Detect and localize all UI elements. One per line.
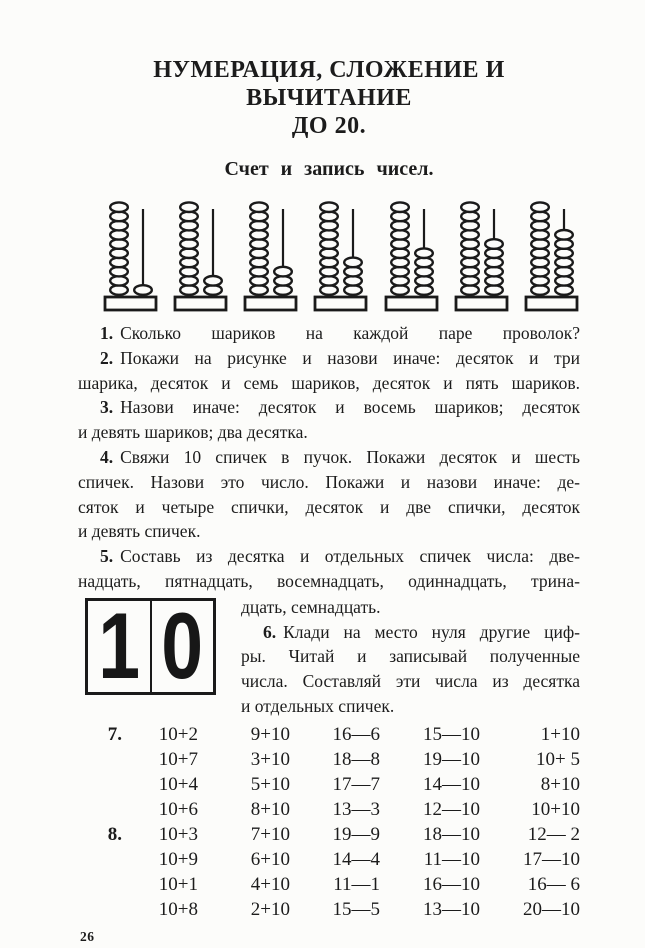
exercise-4-line <box>78 445 580 470</box>
exercise-text-line <box>78 569 580 594</box>
exercise-line-text: спичек. Назови это число. Покажи и назови иначе: де- <box>78 471 580 492</box>
exercise-line-text: надцать, пятнадцать, восемнадцать, одиннадцать, трина- <box>78 570 580 591</box>
exercises-block1 <box>78 321 580 594</box>
problem-cell: 15—5 <box>332 898 380 920</box>
exercise-text-line <box>78 470 580 495</box>
abacus-icon <box>523 201 580 312</box>
problem-cell: 15—10 <box>423 723 480 745</box>
problem-cell: 10+8 <box>158 898 198 920</box>
problem-cell: 10+10 <box>531 798 580 820</box>
wrap-section <box>78 595 580 719</box>
number-card-digit-ones <box>152 601 214 692</box>
abacus-4 <box>312 201 369 312</box>
exercise-line-text: шарика, десяток и семь шариков, десяток и пять шариков. <box>78 372 580 393</box>
exercise-text-line <box>241 595 580 620</box>
problem-cell: 11—10 <box>423 848 480 870</box>
abacus-5 <box>383 201 440 312</box>
exercise-5-line <box>78 544 580 569</box>
number-card-digit-tens <box>88 601 152 692</box>
exercise-number: 2. <box>100 347 114 368</box>
exercise-line-text: Покажи на рисунке и назови иначе: десяток и три <box>120 347 580 368</box>
problem-set-number-spacer <box>78 897 122 922</box>
abacus-icon <box>312 201 369 312</box>
exercise-line-text: и девять спичек. <box>78 521 201 542</box>
exercise-line-text: Клади на место нуля другие циф- <box>283 621 580 642</box>
problem-cell: 10+1 <box>158 873 198 895</box>
problem-cell: 16— 6 <box>527 873 580 895</box>
problem-set-1 <box>78 722 580 822</box>
exercise-number: 6. <box>263 621 277 642</box>
exercise-line-text: числа. Составляй эти числа из десятка <box>241 671 580 692</box>
problem-cell: 20—10 <box>523 898 580 920</box>
problem-set-2 <box>78 822 580 922</box>
problem-set-number: 7. <box>107 723 122 745</box>
abacus-6 <box>453 201 510 312</box>
abacus-icon <box>172 201 229 312</box>
problem-cell: 19—10 <box>423 748 480 770</box>
exercise-text-line <box>241 669 580 694</box>
problem-cell: 10+ 5 <box>536 748 580 770</box>
problem-cell: 10+6 <box>158 798 198 820</box>
exercise-2-line <box>78 346 580 371</box>
problem-cell: 11—1 <box>333 873 380 895</box>
problem-cell: 10+9 <box>158 848 198 870</box>
exercise-number: 1. <box>100 323 114 343</box>
problem-cell: 5+10 <box>250 773 290 795</box>
problem-cell: 18—10 <box>423 823 480 845</box>
problem-set-number-spacer <box>78 847 122 872</box>
section-title: Счет и запись чисел. <box>224 158 434 180</box>
exercise-text-line <box>78 371 580 396</box>
problem-cell: 13—3 <box>332 798 380 820</box>
abacus-2 <box>172 201 229 312</box>
problem-cell: 17—7 <box>332 773 380 795</box>
exercise-1-line <box>78 321 580 346</box>
problem-cell: 16—10 <box>423 873 480 895</box>
problem-cell: 10+7 <box>158 748 198 770</box>
problem-cell: 9+10 <box>250 723 290 745</box>
exercises-block2 <box>241 595 580 719</box>
exercise-line-text: и отдельных спичек. <box>241 695 395 716</box>
problem-cell: 10+2 <box>158 723 198 745</box>
exercise-text-line <box>241 644 580 669</box>
problem-cell: 10+4 <box>158 773 198 795</box>
problem-cell: 1+10 <box>540 723 580 745</box>
exercise-number: 5. <box>100 546 114 567</box>
problems-section <box>78 722 580 922</box>
exercise-number: 3. <box>100 397 114 418</box>
exercise-text-line <box>241 694 580 719</box>
problem-cell: 18—8 <box>332 748 380 770</box>
problem-set-number-spacer <box>78 772 122 797</box>
abacus-icon <box>453 201 510 312</box>
problem-cell: 12— 2 <box>527 823 580 845</box>
exercise-line-text: Свяжи 10 спичек в пучок. Покажи десяток и шесть <box>120 446 580 467</box>
exercise-6-line <box>241 620 580 645</box>
chapter-title-line2: ДО 20. <box>291 113 367 139</box>
digit-tens: 1 <box>97 600 140 692</box>
problem-cell: 7+10 <box>250 823 290 845</box>
problem-cell: 14—4 <box>332 848 380 870</box>
problem-cell: 14—10 <box>423 773 480 795</box>
problem-set-number: 8. <box>107 823 122 845</box>
problem-cell: 8+10 <box>250 798 290 820</box>
exercise-number: 4. <box>100 446 114 467</box>
exercise-text-line <box>78 495 580 520</box>
exercise-line-text: Составь из десятка и отдельных спичек числа: две- <box>120 546 580 567</box>
abacus-icon <box>383 201 440 312</box>
exercise-line-text: сяток и четыре спички, десяток и две спички, десяток <box>78 496 580 517</box>
abacus-1 <box>102 201 159 312</box>
digit-ones: 0 <box>161 600 204 692</box>
problem-set-number-spacer <box>78 797 122 822</box>
number-card-figure <box>85 598 216 695</box>
problem-cell: 10+3 <box>158 823 198 845</box>
abacus-icon <box>242 201 299 312</box>
abacus-7 <box>523 201 580 312</box>
abacus-figure <box>78 201 580 313</box>
chapter-title-line1: НУМЕРАЦИЯ, СЛОЖЕНИЕ И ВЫЧИТАНИЕ <box>153 57 505 111</box>
problem-set-number-spacer <box>78 747 122 772</box>
exercise-line-text: ры. Читай и записывай полученные <box>241 646 580 667</box>
problem-cell: 19—9 <box>332 823 380 845</box>
problem-cell: 2+10 <box>250 898 290 920</box>
problem-cell: 8+10 <box>540 773 580 795</box>
problem-cell: 13—10 <box>423 898 480 920</box>
page-number: 26 <box>80 928 95 944</box>
exercise-text-line <box>78 420 580 445</box>
problem-cell: 16—6 <box>332 723 380 745</box>
problem-cell: 6+10 <box>250 848 290 870</box>
exercise-line-text: Сколько шариков на каждой паре проволок? <box>120 323 580 343</box>
abacus-3 <box>242 201 299 312</box>
exercise-line-text: Назови иначе: десяток и восемь шариков; десяток <box>120 397 580 418</box>
exercise-line-text: и девять шариков; два десятка. <box>78 422 308 443</box>
problem-cell: 4+10 <box>250 873 290 895</box>
problem-cell: 12—10 <box>423 798 480 820</box>
problem-cell: 17—10 <box>523 848 580 870</box>
abacus-icon <box>102 201 159 312</box>
exercise-line-text: дцать, семнадцать. <box>241 596 381 617</box>
problem-cell: 3+10 <box>250 748 290 770</box>
exercise-3-line <box>78 395 580 420</box>
problem-set-number-spacer <box>78 872 122 897</box>
exercise-text-line <box>78 519 580 544</box>
